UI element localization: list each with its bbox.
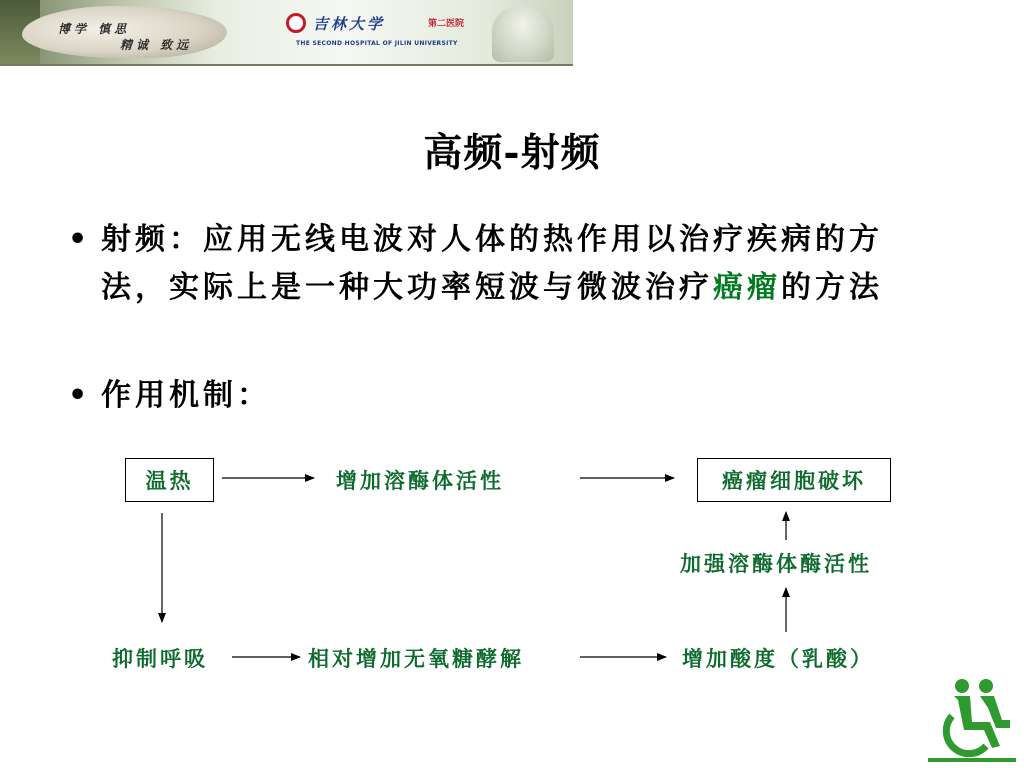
hospital-branch: 第二医院 xyxy=(428,19,465,29)
banner-calligraphy-line2: 精诚 致远 xyxy=(120,38,193,52)
flow-node-anaerobic-glycolysis: 相对增加无氧糖酵解 xyxy=(308,646,524,671)
bullet-dot-icon: • xyxy=(68,378,88,413)
bullet-highlight: 癌瘤 xyxy=(713,270,781,305)
hospital-english-name: THE SECOND HOSPITAL OF JILIN UNIVERSITY xyxy=(296,40,458,47)
flow-node-enhance-enzyme: 加强溶酶体酶活性 xyxy=(680,551,872,576)
wheelchair-person-icon xyxy=(924,676,1020,764)
flow-node-inhibit-respiration: 抑制呼吸 xyxy=(112,646,208,671)
bullet-text-tail: 的方法 xyxy=(781,270,883,305)
flow-node-cancer-destroy: 癌瘤细胞破坏 xyxy=(697,458,891,502)
bullet-text-main: 射频：应用无线电波对人体的热作用以治疗疾病的方法，实际上是一种大功率短波与微波治疗 xyxy=(101,222,883,305)
flow-node-enzyme-activity: 增加溶酶体活性 xyxy=(336,468,504,493)
slide-title: 高频-射频 xyxy=(423,130,601,176)
banner-calligraphy-line1: 博学 慎思 xyxy=(58,22,131,36)
bullet-dot-icon: • xyxy=(68,222,88,257)
flow-node-heat: 温热 xyxy=(125,458,214,502)
bullet-text: 作用机制： xyxy=(101,378,271,413)
flow-node-acidity: 增加酸度（乳酸） xyxy=(682,646,874,671)
hospital-name: 吉林大学 xyxy=(313,15,386,33)
